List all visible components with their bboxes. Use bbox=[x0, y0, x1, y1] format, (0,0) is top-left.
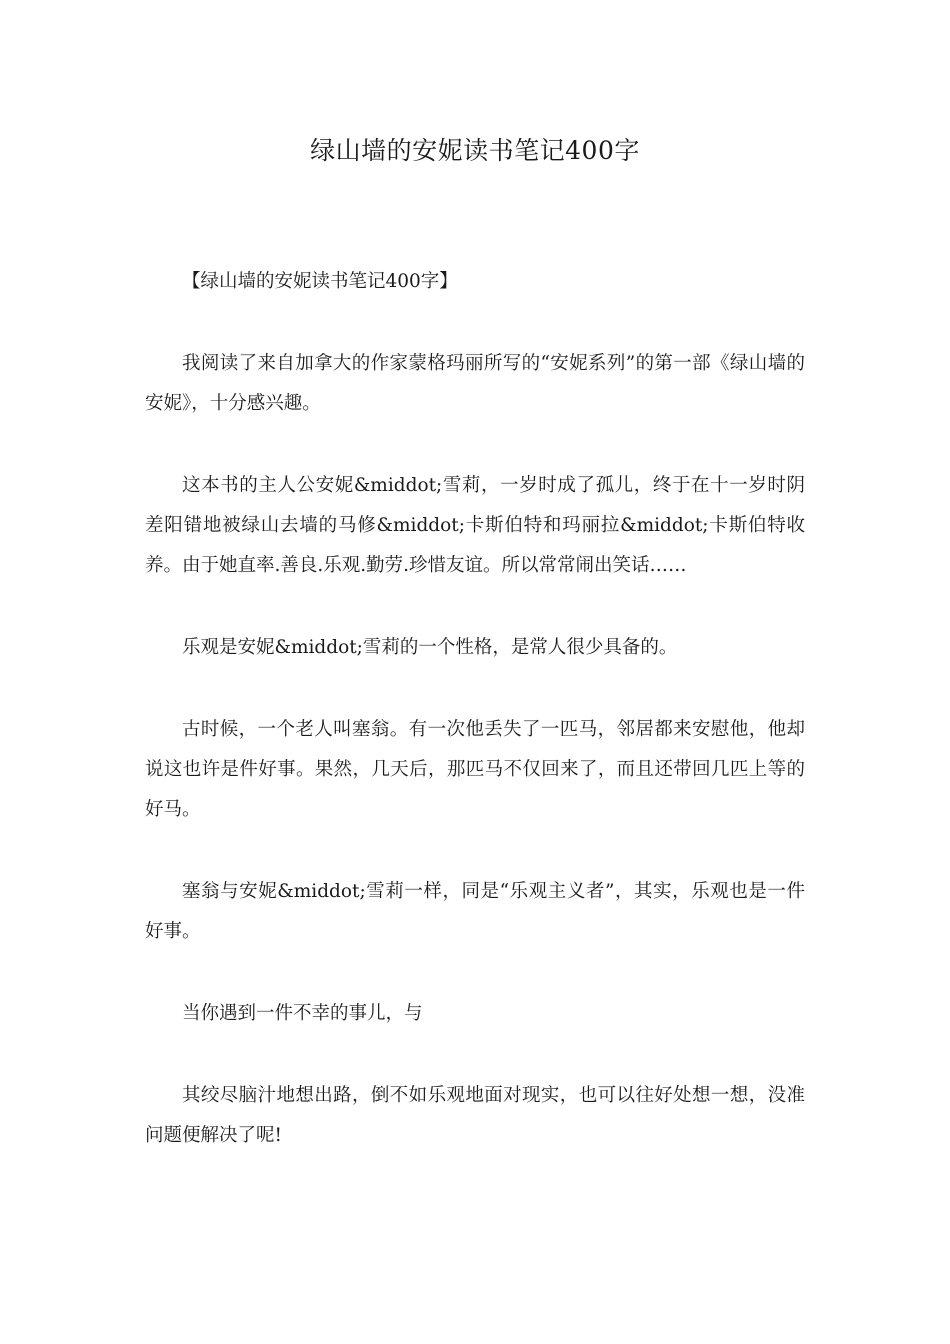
paragraph: 当你遇到一件不幸的事儿，与 bbox=[182, 1003, 423, 1024]
document-body bbox=[145, 262, 805, 1198]
paragraph: 古时候，一个老人叫塞翁。有一次他丢失了一匹马，邻居都来安慰他，他却说这也许是件好事。果然，几天后，那匹马不仅回来了，而且还带回几匹上等的好马。 bbox=[145, 719, 805, 820]
document-title: 绿山墙的安妮读书笔记400字 bbox=[310, 136, 640, 165]
paragraph: 塞翁与安妮&middot;雪莉一样，同是“乐观主义者”，其实，乐观也是一件好事。 bbox=[145, 881, 805, 942]
paragraph-heading: 【绿山墙的安妮读书笔记400字】 bbox=[182, 271, 458, 292]
paragraph: 其绞尽脑汁地想出路，倒不如乐观地面对现实，也可以往好处想一想，没准问题便解决了呢! bbox=[145, 1085, 805, 1146]
paragraph: 我阅读了来自加拿大的作家蒙格玛丽所写的“安妮系列”的第一部《绿山墙的安妮》，十分感兴趣。 bbox=[145, 353, 805, 414]
paragraph: 乐观是安妮&middot;雪莉的一个性格，是常人很少具备的。 bbox=[182, 637, 678, 658]
paragraph: 这本书的主人公安妮&middot;雪莉，一岁时成了孤儿，终于在十一岁时阴差阳错地被绿山去墙的马修&middot;卡斯伯特和玛丽拉&middot;卡斯伯特收养。由于她直率.善良.乐观.勤劳.珍惜友谊。所以常常闹出笑话…… bbox=[145, 475, 805, 576]
